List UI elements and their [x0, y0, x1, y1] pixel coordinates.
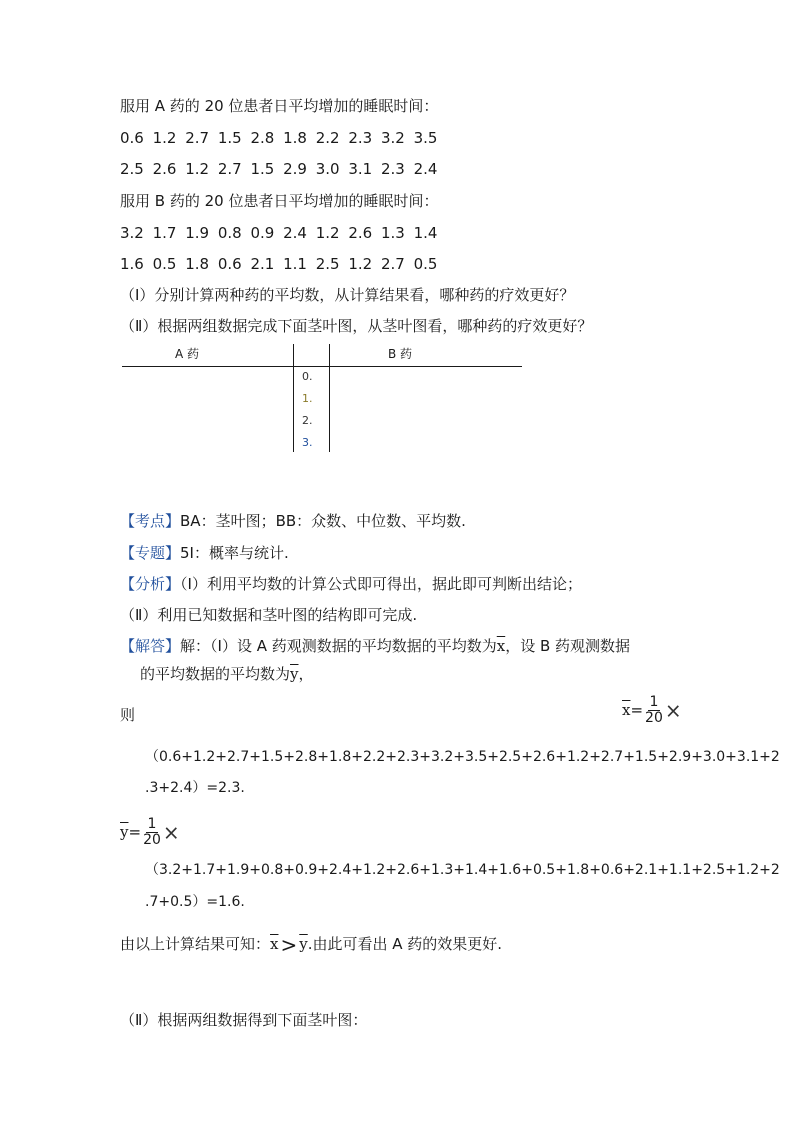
times-sign: × [162, 820, 180, 845]
fraction-denominator: 20 [143, 832, 161, 848]
conclusion-line [120, 934, 502, 955]
stem-0: 0. [302, 370, 313, 383]
jieda-text-1b: ，设 B 药观测数据 [505, 637, 631, 655]
sum-a-line-1: （0.6+1.2+2.7+1.5+2.8+1.8+2.2+2.3+3.2+3.5+2.5+2.6+1.2+2.7+1.5+2.9+3.0+3.1+2 [145, 749, 780, 765]
stem-3: 3. [302, 436, 313, 449]
jieda-text-1: 解：（Ⅰ）设 A 药观测数据的平均数据的平均数为 [180, 637, 497, 655]
part-2-heading: （Ⅱ）根据两组数据得到下面茎叶图： [120, 1011, 368, 1029]
equals-sign: = [630, 701, 644, 719]
fraction-numerator: 1 [147, 816, 157, 832]
question-1: （Ⅰ）分别计算两种药的平均数，从计算结果看，哪种药的疗效更好？ [120, 286, 575, 304]
jieda-text-2: 的平均数据的平均数为 [140, 665, 291, 683]
kaodian-text: BA：茎叶图；BB：众数、中位数、平均数. [180, 512, 466, 530]
fraction-denominator: 20 [645, 710, 663, 726]
conclusion-suffix: .由此可看出 A 药的效果更好. [307, 935, 503, 953]
diagram-horizontal-line [122, 366, 522, 367]
zhuanti-label: 【专题】 [120, 544, 181, 562]
sum-a-line-2: .3+2.4）=2.3. [145, 780, 245, 796]
b-drug-data-row-2: 1.6 0.5 1.8 0.6 2.1 1.1 2.5 1.2 2.7 0.5 [120, 255, 438, 273]
fenxi-text-2: （Ⅱ）利用已知数据和茎叶图的结构即可完成. [120, 606, 418, 624]
equals-sign: = [128, 823, 142, 841]
diagram-right-divider [329, 344, 330, 452]
kaodian-label: 【考点】 [120, 512, 181, 530]
y-bar-formula [120, 817, 180, 848]
zhuanti-text: 5I：概率与统计. [180, 544, 289, 562]
stem-1: 1. [302, 392, 313, 405]
b-drug-intro: 服用 B 药的 20 位患者日平均增加的睡眠时间： [120, 192, 439, 210]
x-bar: $\overline{x}$ [496, 637, 506, 655]
sum-b-line-1: （3.2+1.7+1.9+0.8+0.9+2.4+1.2+2.6+1.3+1.4+1.6+0.5+1.8+0.6+2.1+1.1+2.5+1.2+2 [145, 862, 780, 878]
y-bar-symbol: $\overline{y}$ [120, 823, 129, 841]
fraction-numerator: 1 [649, 694, 659, 710]
times-sign: × [664, 698, 682, 723]
b-drug-data-row-1: 3.2 1.7 1.9 0.8 0.9 2.4 1.2 2.6 1.3 1.4 [120, 224, 438, 242]
a-drug-data-row-2: 2.5 2.6 1.2 2.7 1.5 2.9 3.0 3.1 2.3 2.4 [120, 160, 438, 178]
jieda-line-2 [140, 664, 314, 684]
jieda-line-1 [120, 636, 630, 656]
fenxi-label: 【分析】 [120, 575, 181, 593]
a-drug-intro: 服用 A 药的 20 位患者日平均增加的睡眠时间： [120, 97, 439, 115]
question-2: （Ⅱ）根据两组数据完成下面茎叶图，从茎叶图看，哪种药的疗效更好？ [120, 317, 593, 335]
fenxi-line [120, 574, 582, 594]
conclusion-prefix: 由以上计算结果可知： [120, 935, 271, 953]
jieda-label: 【解答】 [120, 637, 181, 655]
one-twentieth-fraction [645, 695, 663, 726]
greater-than-sign: > [280, 932, 298, 957]
one-twentieth-fraction [143, 817, 161, 848]
sum-b-line-2: .7+0.5）=1.6. [145, 894, 245, 910]
header-b-drug: B 药 [388, 347, 413, 361]
jieda-text-2b: ， [298, 665, 314, 683]
y-bar-symbol: $\overline{y}$ [299, 935, 308, 953]
zhuanti-line [120, 543, 289, 563]
ze-label: 则 [120, 706, 136, 724]
y-bar: $\overline{y}$ [290, 665, 299, 683]
x-bar-symbol: $\overline{x}$ [270, 935, 279, 953]
stem-2: 2. [302, 414, 313, 427]
header-a-drug: A 药 [175, 347, 200, 361]
a-drug-data-row-1: 0.6 1.2 2.7 1.5 2.8 1.8 2.2 2.3 3.2 3.5 [120, 129, 438, 147]
x-bar-formula [622, 695, 682, 726]
diagram-left-divider [293, 344, 294, 452]
x-bar-symbol: $\overline{x}$ [622, 701, 631, 719]
fenxi-text: （Ⅰ）利用平均数的计算公式即可得出，据此即可判断出结论； [180, 575, 582, 593]
kaodian-line [120, 511, 466, 531]
